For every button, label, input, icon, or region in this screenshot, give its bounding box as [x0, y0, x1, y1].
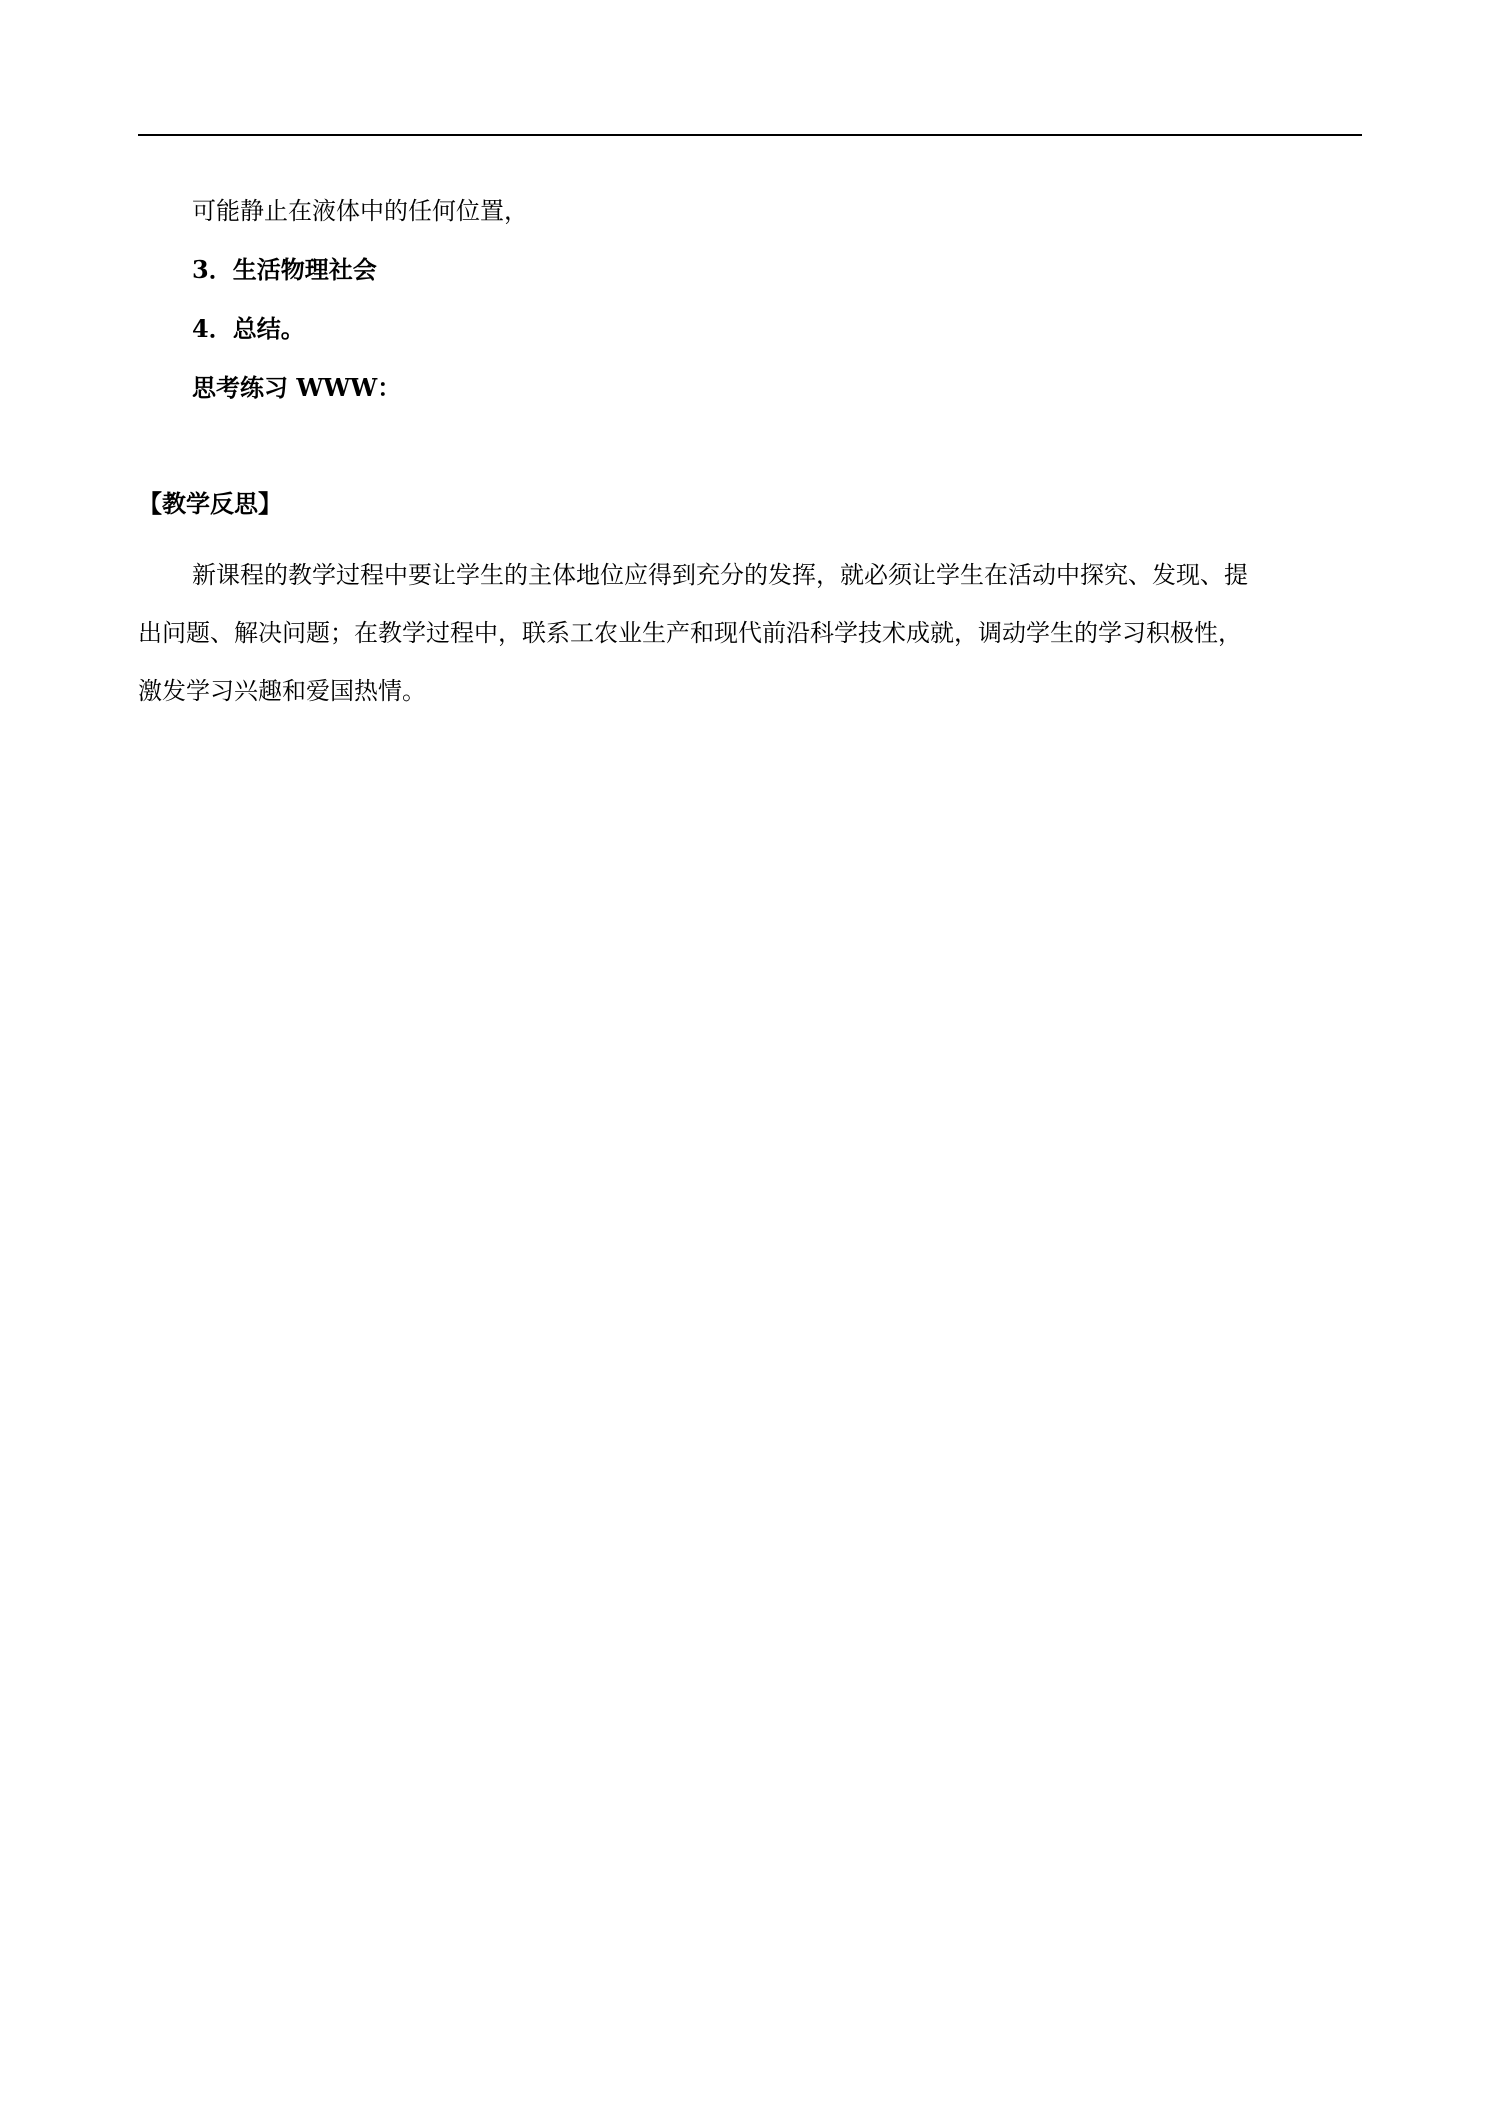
reflection-line-2: 出问题、解决问题；在教学过程中，联系工农业生产和现代前沿科学技术成就，调动学生的学习积极性，	[138, 619, 1242, 647]
reflection-line-1: 新课程的教学过程中要让学生的主体地位应得到充分的发挥，就必须让学生在活动中探究、发现、提	[192, 561, 1248, 589]
exercise-heading: 思考练习 WWW：	[192, 373, 402, 402]
reflection-heading: 【教学反思】	[138, 489, 282, 518]
item-3-heading: 3．生活物理社会	[192, 255, 377, 284]
reflection-line-3: 激发学习兴趣和爱国热情。	[138, 677, 426, 705]
reflection-paragraph	[138, 546, 1362, 720]
continuation-text: 可能静止在液体中的任何位置，	[192, 197, 528, 225]
header-rule	[138, 134, 1362, 136]
item-4-heading: 4．总结。	[192, 314, 305, 343]
